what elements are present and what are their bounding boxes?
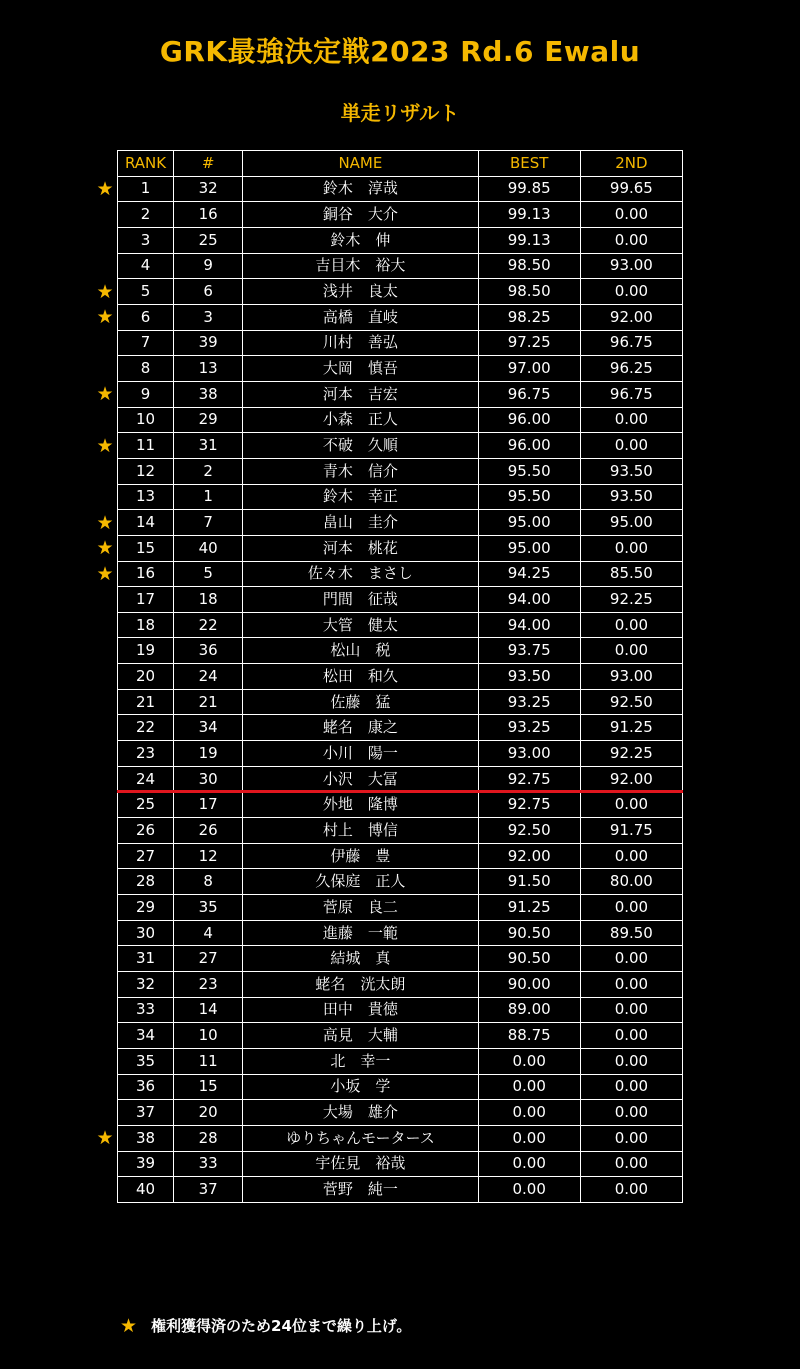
best-score-cell: 91.25	[478, 895, 580, 921]
table-row	[118, 176, 683, 202]
driver-name-cell: 高橋 直岐	[243, 304, 478, 330]
car-number-cell: 40	[174, 535, 243, 561]
rank-cell: 40	[118, 1177, 174, 1203]
best-score-cell: 96.75	[478, 381, 580, 407]
star-icon: ★	[96, 511, 114, 534]
car-number-cell: 6	[174, 279, 243, 305]
car-number-cell: 35	[174, 895, 243, 921]
rank-cell: 13	[118, 484, 174, 510]
table-row	[118, 279, 683, 305]
table-row	[118, 664, 683, 690]
table-row	[118, 484, 683, 510]
second-score-cell: 93.00	[580, 664, 682, 690]
car-number-cell: 39	[174, 330, 243, 356]
second-score-cell: 0.00	[580, 972, 682, 998]
driver-name-cell: 青木 信介	[243, 458, 478, 484]
best-score-cell: 94.00	[478, 612, 580, 638]
rank-cell: 15	[118, 535, 174, 561]
footnote-text: 権利獲得済のため24位まで繰り上げ。	[151, 1317, 412, 1335]
driver-name-cell: 鈴木 伸	[243, 227, 478, 253]
table-header-row	[118, 151, 683, 177]
car-number-cell: 13	[174, 356, 243, 382]
driver-name-cell: 小森 正人	[243, 407, 478, 433]
car-number-cell: 25	[174, 227, 243, 253]
driver-name-cell: 久保庭 正人	[243, 869, 478, 895]
table-row	[118, 689, 683, 715]
star-icon: ★	[96, 306, 114, 329]
best-score-cell: 99.13	[478, 202, 580, 228]
best-score-cell: 95.50	[478, 458, 580, 484]
rank-cell: 21	[118, 689, 174, 715]
driver-name-cell: ゆりちゃんモータース	[243, 1125, 478, 1151]
column-header-best: BEST	[478, 151, 580, 177]
second-score-cell: 0.00	[580, 227, 682, 253]
second-score-cell: 92.25	[580, 741, 682, 767]
car-number-cell: 14	[174, 997, 243, 1023]
driver-name-cell: 佐藤 猛	[243, 689, 478, 715]
best-score-cell: 99.13	[478, 227, 580, 253]
star-icon: ★	[96, 537, 114, 560]
driver-name-cell: 村上 博信	[243, 818, 478, 844]
car-number-cell: 3	[174, 304, 243, 330]
table-row	[118, 587, 683, 613]
second-score-cell: 0.00	[580, 638, 682, 664]
second-score-cell: 0.00	[580, 279, 682, 305]
driver-name-cell: 畠山 圭介	[243, 510, 478, 536]
rank-cell: 33	[118, 997, 174, 1023]
car-number-cell: 34	[174, 715, 243, 741]
best-score-cell: 93.25	[478, 689, 580, 715]
rank-cell: 32	[118, 972, 174, 998]
car-number-cell: 4	[174, 920, 243, 946]
star-icon: ★	[96, 562, 114, 585]
best-score-cell: 88.75	[478, 1023, 580, 1049]
best-score-cell: 96.00	[478, 407, 580, 433]
best-score-cell: 91.50	[478, 869, 580, 895]
second-score-cell: 0.00	[580, 535, 682, 561]
rank-cell: 29	[118, 895, 174, 921]
table-row	[118, 561, 683, 587]
best-score-cell: 0.00	[478, 1177, 580, 1203]
rank-cell: 2	[118, 202, 174, 228]
driver-name-cell: 佐々木 まさし	[243, 561, 478, 587]
driver-name-cell: 高見 大輔	[243, 1023, 478, 1049]
driver-name-cell: 河本 桃花	[243, 535, 478, 561]
driver-name-cell: 田中 貴徳	[243, 997, 478, 1023]
rank-cell: 9	[118, 381, 174, 407]
best-score-cell: 98.25	[478, 304, 580, 330]
best-score-cell: 93.00	[478, 741, 580, 767]
best-score-cell: 93.25	[478, 715, 580, 741]
second-score-cell: 99.65	[580, 176, 682, 202]
rank-cell: 10	[118, 407, 174, 433]
table-row	[118, 227, 683, 253]
car-number-cell: 28	[174, 1125, 243, 1151]
car-number-cell: 16	[174, 202, 243, 228]
driver-name-cell: 菅原 良二	[243, 895, 478, 921]
table-row	[118, 792, 683, 818]
rank-cell: 11	[118, 433, 174, 459]
rank-cell: 38	[118, 1125, 174, 1151]
second-score-cell: 89.50	[580, 920, 682, 946]
table-row	[118, 330, 683, 356]
table-row	[118, 612, 683, 638]
rank-cell: 27	[118, 843, 174, 869]
rank-cell: 19	[118, 638, 174, 664]
best-score-cell: 93.75	[478, 638, 580, 664]
page-subtitle: 単走リザルト	[340, 101, 460, 125]
second-score-cell: 0.00	[580, 407, 682, 433]
table-row	[118, 869, 683, 895]
rank-cell: 17	[118, 587, 174, 613]
driver-name-cell: 進藤 一範	[243, 920, 478, 946]
driver-name-cell: 宇佐見 裕哉	[243, 1151, 478, 1177]
second-score-cell: 0.00	[580, 1100, 682, 1126]
best-score-cell: 89.00	[478, 997, 580, 1023]
best-score-cell: 0.00	[478, 1125, 580, 1151]
driver-name-cell: 銅谷 大介	[243, 202, 478, 228]
car-number-cell: 11	[174, 1048, 243, 1074]
car-number-cell: 23	[174, 972, 243, 998]
car-number-cell: 27	[174, 946, 243, 972]
car-number-cell: 31	[174, 433, 243, 459]
car-number-cell: 29	[174, 407, 243, 433]
table-row	[118, 1100, 683, 1126]
best-score-cell: 96.00	[478, 433, 580, 459]
driver-name-cell: 伊藤 豊	[243, 843, 478, 869]
car-number-cell: 2	[174, 458, 243, 484]
best-score-cell: 0.00	[478, 1048, 580, 1074]
best-score-cell: 94.00	[478, 587, 580, 613]
car-number-cell: 5	[174, 561, 243, 587]
table-row	[118, 510, 683, 536]
table-row	[118, 433, 683, 459]
rank-cell: 30	[118, 920, 174, 946]
car-number-cell: 1	[174, 484, 243, 510]
table-row	[118, 202, 683, 228]
car-number-cell: 33	[174, 1151, 243, 1177]
driver-name-cell: 蛯名 洸太朗	[243, 972, 478, 998]
second-score-cell: 91.25	[580, 715, 682, 741]
driver-name-cell: 大管 健太	[243, 612, 478, 638]
car-number-cell: 37	[174, 1177, 243, 1203]
car-number-cell: 21	[174, 689, 243, 715]
rank-cell: 6	[118, 304, 174, 330]
best-score-cell: 99.85	[478, 176, 580, 202]
rank-cell: 34	[118, 1023, 174, 1049]
car-number-cell: 18	[174, 587, 243, 613]
best-score-cell: 97.00	[478, 356, 580, 382]
rank-cell: 3	[118, 227, 174, 253]
table-row	[118, 997, 683, 1023]
table-row	[118, 818, 683, 844]
best-score-cell: 95.50	[478, 484, 580, 510]
best-score-cell: 92.00	[478, 843, 580, 869]
rank-cell: 8	[118, 356, 174, 382]
best-score-cell: 98.50	[478, 279, 580, 305]
best-score-cell: 92.75	[478, 766, 580, 792]
car-number-cell: 38	[174, 381, 243, 407]
rank-cell: 28	[118, 869, 174, 895]
rank-cell: 1	[118, 176, 174, 202]
driver-name-cell: 北 幸一	[243, 1048, 478, 1074]
driver-name-cell: 小川 陽一	[243, 741, 478, 767]
column-header-number: #	[174, 151, 243, 177]
second-score-cell: 0.00	[580, 1074, 682, 1100]
second-score-cell: 0.00	[580, 1023, 682, 1049]
rank-cell: 24	[118, 766, 174, 792]
best-score-cell: 0.00	[478, 1151, 580, 1177]
table-row	[118, 253, 683, 279]
table-row	[118, 843, 683, 869]
second-score-cell: 0.00	[580, 895, 682, 921]
star-icon: ★	[96, 177, 114, 200]
table-row	[118, 1125, 683, 1151]
car-number-cell: 26	[174, 818, 243, 844]
rank-cell: 35	[118, 1048, 174, 1074]
driver-name-cell: 結城 真	[243, 946, 478, 972]
star-icon: ★	[96, 383, 114, 406]
rank-cell: 23	[118, 741, 174, 767]
best-score-cell: 95.00	[478, 510, 580, 536]
second-score-cell: 0.00	[580, 997, 682, 1023]
table-row	[118, 715, 683, 741]
best-score-cell: 92.75	[478, 792, 580, 818]
table-row	[118, 356, 683, 382]
rank-cell: 5	[118, 279, 174, 305]
driver-name-cell: 大場 雄介	[243, 1100, 478, 1126]
table-row	[118, 1074, 683, 1100]
second-score-cell: 93.50	[580, 484, 682, 510]
cutoff-line	[117, 790, 683, 793]
best-score-cell: 90.00	[478, 972, 580, 998]
second-score-cell: 92.50	[580, 689, 682, 715]
table-row	[118, 741, 683, 767]
second-score-cell: 0.00	[580, 946, 682, 972]
page-title: GRK最強決定戦2023 Rd.6 Ewalu	[159, 35, 641, 68]
rank-cell: 20	[118, 664, 174, 690]
table-row	[118, 972, 683, 998]
car-number-cell: 19	[174, 741, 243, 767]
table-row	[118, 407, 683, 433]
best-score-cell: 94.25	[478, 561, 580, 587]
table-row	[118, 946, 683, 972]
second-score-cell: 85.50	[580, 561, 682, 587]
driver-name-cell: 門間 征哉	[243, 587, 478, 613]
table-row	[118, 535, 683, 561]
rank-cell: 39	[118, 1151, 174, 1177]
driver-name-cell: 大岡 慎吾	[243, 356, 478, 382]
table-row	[118, 638, 683, 664]
second-score-cell: 0.00	[580, 202, 682, 228]
star-icon: ★	[96, 1127, 114, 1150]
car-number-cell: 10	[174, 1023, 243, 1049]
second-score-cell: 96.75	[580, 330, 682, 356]
second-score-cell: 0.00	[580, 792, 682, 818]
rank-cell: 12	[118, 458, 174, 484]
car-number-cell: 22	[174, 612, 243, 638]
driver-name-cell: 蛯名 康之	[243, 715, 478, 741]
driver-name-cell: 吉目木 裕大	[243, 253, 478, 279]
car-number-cell: 24	[174, 664, 243, 690]
best-score-cell: 90.50	[478, 920, 580, 946]
star-icon: ★	[120, 1315, 138, 1337]
second-score-cell: 91.75	[580, 818, 682, 844]
second-score-cell: 0.00	[580, 1177, 682, 1203]
second-score-cell: 0.00	[580, 1125, 682, 1151]
best-score-cell: 98.50	[478, 253, 580, 279]
driver-name-cell: 小沢 大冨	[243, 766, 478, 792]
star-icon: ★	[96, 280, 114, 303]
rank-cell: 14	[118, 510, 174, 536]
footnote	[120, 1315, 411, 1337]
car-number-cell: 36	[174, 638, 243, 664]
results-body	[118, 176, 683, 1202]
driver-name-cell: 河本 吉宏	[243, 381, 478, 407]
table-row	[118, 1151, 683, 1177]
car-number-cell: 20	[174, 1100, 243, 1126]
car-number-cell: 8	[174, 869, 243, 895]
rank-cell: 26	[118, 818, 174, 844]
rank-cell: 18	[118, 612, 174, 638]
best-score-cell: 97.25	[478, 330, 580, 356]
rank-cell: 16	[118, 561, 174, 587]
driver-name-cell: 松田 和久	[243, 664, 478, 690]
driver-name-cell: 菅野 純一	[243, 1177, 478, 1203]
column-header-name: NAME	[243, 151, 478, 177]
table-row	[118, 1048, 683, 1074]
best-score-cell: 0.00	[478, 1074, 580, 1100]
best-score-cell: 0.00	[478, 1100, 580, 1126]
driver-name-cell: 浅井 良太	[243, 279, 478, 305]
table-row	[118, 458, 683, 484]
car-number-cell: 30	[174, 766, 243, 792]
rank-cell: 7	[118, 330, 174, 356]
driver-name-cell: 鈴木 幸正	[243, 484, 478, 510]
table-row	[118, 920, 683, 946]
table-row	[118, 766, 683, 792]
driver-name-cell: 外地 隆博	[243, 792, 478, 818]
rank-cell: 31	[118, 946, 174, 972]
second-score-cell: 92.25	[580, 587, 682, 613]
rank-cell: 4	[118, 253, 174, 279]
car-number-cell: 17	[174, 792, 243, 818]
driver-name-cell: 不破 久順	[243, 433, 478, 459]
star-icon: ★	[96, 434, 114, 457]
second-score-cell: 92.00	[580, 766, 682, 792]
driver-name-cell: 小坂 学	[243, 1074, 478, 1100]
rank-cell: 37	[118, 1100, 174, 1126]
second-score-cell: 96.25	[580, 356, 682, 382]
second-score-cell: 93.50	[580, 458, 682, 484]
rank-cell: 25	[118, 792, 174, 818]
car-number-cell: 15	[174, 1074, 243, 1100]
best-score-cell: 95.00	[478, 535, 580, 561]
driver-name-cell: 川村 善弘	[243, 330, 478, 356]
table-row	[118, 1177, 683, 1203]
second-score-cell: 80.00	[580, 869, 682, 895]
second-score-cell: 0.00	[580, 1151, 682, 1177]
best-score-cell: 93.50	[478, 664, 580, 690]
rank-cell: 36	[118, 1074, 174, 1100]
car-number-cell: 9	[174, 253, 243, 279]
second-score-cell: 0.00	[580, 612, 682, 638]
car-number-cell: 32	[174, 176, 243, 202]
column-header-second: 2ND	[580, 151, 682, 177]
car-number-cell: 12	[174, 843, 243, 869]
driver-name-cell: 鈴木 淳哉	[243, 176, 478, 202]
second-score-cell: 93.00	[580, 253, 682, 279]
second-score-cell: 0.00	[580, 1048, 682, 1074]
results-table	[117, 150, 683, 1203]
second-score-cell: 92.00	[580, 304, 682, 330]
car-number-cell: 7	[174, 510, 243, 536]
second-score-cell: 0.00	[580, 843, 682, 869]
table-row	[118, 304, 683, 330]
column-header-rank: RANK	[118, 151, 174, 177]
best-score-cell: 92.50	[478, 818, 580, 844]
driver-name-cell: 松山 税	[243, 638, 478, 664]
table-row	[118, 1023, 683, 1049]
rank-cell: 22	[118, 715, 174, 741]
table-row	[118, 381, 683, 407]
second-score-cell: 96.75	[580, 381, 682, 407]
second-score-cell: 95.00	[580, 510, 682, 536]
table-row	[118, 895, 683, 921]
best-score-cell: 90.50	[478, 946, 580, 972]
second-score-cell: 0.00	[580, 433, 682, 459]
